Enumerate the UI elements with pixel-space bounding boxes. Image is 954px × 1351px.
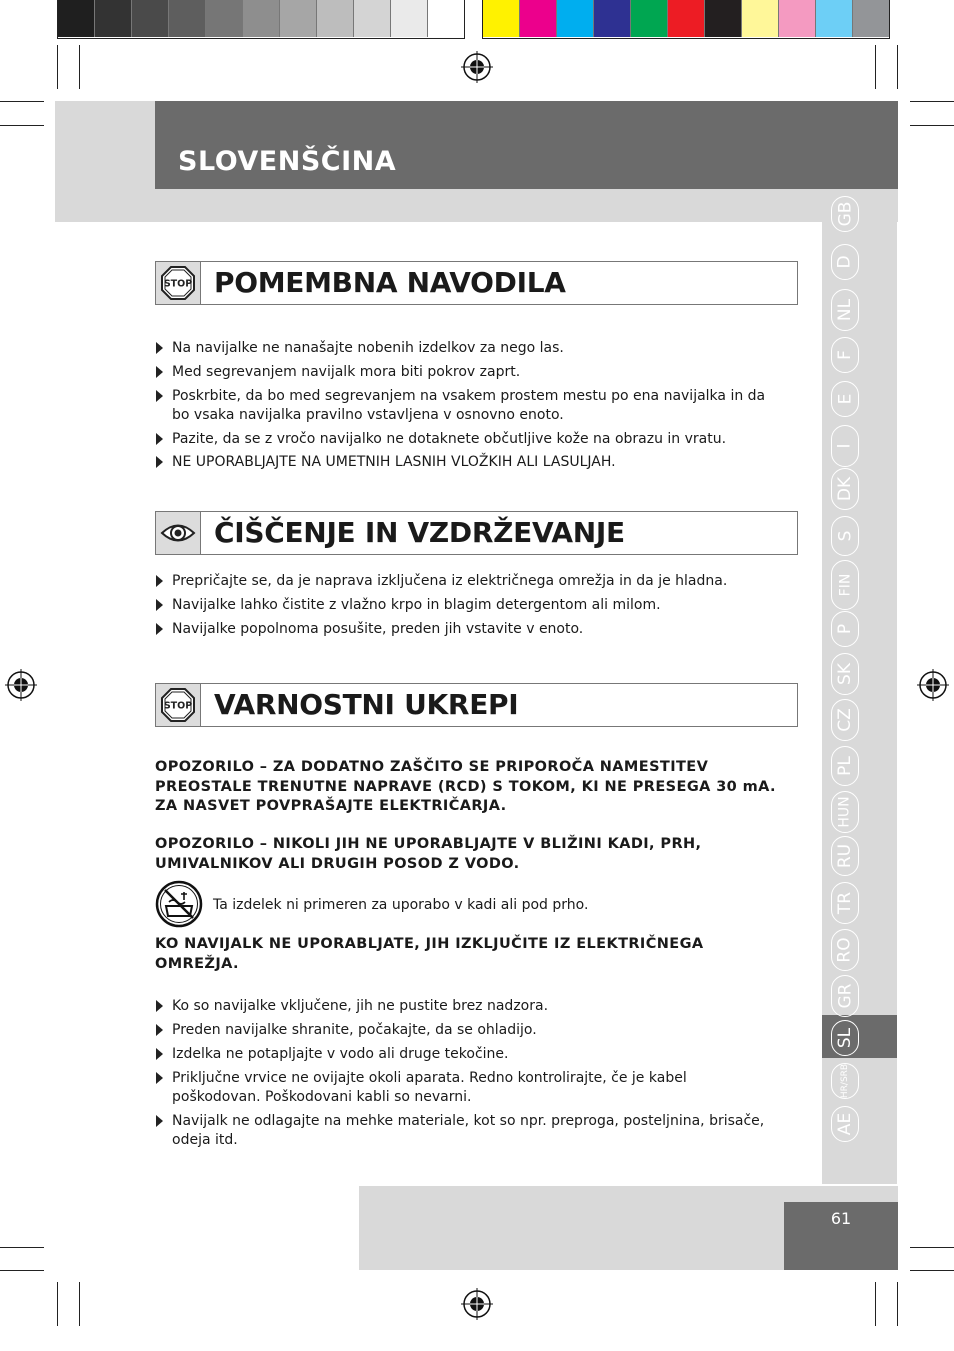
- language-tab-hr-srb[interactable]: [831, 1063, 859, 1099]
- list-item: Na navijalke ne nanašajte nobenih izdelkov za nego las.: [155, 339, 775, 358]
- language-tab-dk[interactable]: [831, 468, 859, 510]
- list-item: Navijalke popolnoma posušite, preden jih vstavite v enoto.: [155, 620, 775, 639]
- language-tab-label: D: [835, 255, 855, 269]
- gray-swatch: [206, 0, 243, 37]
- language-tab-pl[interactable]: [831, 746, 859, 786]
- language-tab-label: DK: [835, 476, 855, 502]
- language-tab-label: AE: [835, 1112, 855, 1136]
- list-item: NE UPORABLJAJTE NA UMETNIH LASNIH VLOŽKIH ALI LASULJAH.: [155, 453, 775, 472]
- list-item: Preden navijalke shranite, počakajte, da se ohladijo.: [155, 1021, 775, 1040]
- section-title: POMEMBNA NAVODILA: [214, 266, 566, 299]
- language-tab-sl[interactable]: [831, 1020, 859, 1056]
- language-tab-ro[interactable]: [831, 929, 859, 971]
- color-swatch: [483, 0, 520, 37]
- list-item: Priključne vrvice ne ovijajte okoli aparata. Redno kontrolirajte, če je kabel poškodovan. Poškodovani kabli so nevarni.: [155, 1069, 775, 1107]
- list-item: Navijalke lahko čistite z vlažno krpo in blagim detergentom ali milom.: [155, 596, 775, 615]
- language-tab-i[interactable]: [831, 425, 859, 467]
- gray-swatch: [243, 0, 280, 37]
- language-tab-label: P: [834, 623, 855, 635]
- registration-mark-icon: [461, 51, 493, 83]
- svg-text:STOP: STOP: [163, 700, 193, 712]
- list-item: Ko so navijalke vključene, jih ne pustite brez nadzora.: [155, 997, 775, 1016]
- language-tab-d[interactable]: [831, 244, 859, 280]
- list-item: Prepričajte se, da je naprava izklјučena iz električnega omrežja in da je hladna.: [155, 572, 775, 591]
- list-item: Med segrevanjem navijalk mora biti pokrov zaprt.: [155, 363, 775, 382]
- language-tab-label: FIN: [837, 573, 853, 597]
- language-tab-gb[interactable]: [831, 196, 859, 232]
- gray-swatch: [428, 0, 464, 37]
- language-tab-label: NL: [834, 298, 855, 322]
- language-tab-label: I: [834, 443, 855, 449]
- language-tab-p[interactable]: [831, 611, 859, 647]
- language-tab-cz[interactable]: [831, 699, 859, 741]
- language-tab-ae[interactable]: [831, 1106, 859, 1142]
- no-bath-icon: [155, 880, 203, 928]
- language-tab-s[interactable]: [831, 516, 859, 556]
- gray-swatch: [280, 0, 317, 37]
- language-tab-nl[interactable]: [831, 289, 859, 331]
- language-tab-label: SL: [834, 1027, 855, 1049]
- list-item: Poskrbite, da bo med segrevanjem na vsakem prostem mestu po ena navijalka in da bo vsaka navijalka pravilno vstavljena v osnovno enoto.: [155, 387, 775, 425]
- color-swatch: [705, 0, 742, 37]
- eye-icon: [156, 512, 201, 554]
- registration-mark-icon: [461, 1288, 493, 1320]
- language-tab-label: E: [835, 393, 855, 405]
- grayscale-calibration-bar: [57, 0, 465, 39]
- list-item: Izdelka ne potapljajte v vodo ali druge tekočine.: [155, 1045, 775, 1064]
- section-header-safety: [155, 683, 798, 727]
- language-tab-label: CZ: [835, 708, 855, 732]
- section-title: ČIŠČENJE IN VZDRŽEVANJE: [214, 516, 625, 549]
- language-tab-label: TR: [834, 891, 855, 915]
- registration-mark-icon: [917, 669, 949, 701]
- language-tab-label: PL: [834, 756, 855, 776]
- color-swatch: [594, 0, 631, 37]
- color-swatch: [557, 0, 594, 37]
- list-item: Navijalk ne odlagajte na mehke materiale, kot so npr. preproga, posteljnina, brisače, odeja itd.: [155, 1112, 775, 1150]
- language-tab-label: HR/SRB: [840, 1063, 851, 1099]
- gray-swatch: [169, 0, 206, 37]
- color-swatch: [742, 0, 779, 37]
- color-swatch: [668, 0, 705, 37]
- page-number: 61: [830, 1209, 852, 1228]
- gray-swatch: [95, 0, 132, 37]
- bath-note: Ta izdelek ni primeren za uporabo v kadi ali pod prho.: [213, 897, 589, 913]
- section-title: VARNOSTNI UKREPI: [214, 688, 519, 721]
- language-tab-label: RU: [834, 843, 855, 869]
- language-tab-label: GB: [835, 201, 855, 227]
- gray-swatch: [317, 0, 354, 37]
- color-swatch: [520, 0, 557, 37]
- color-swatch: [816, 0, 853, 37]
- stop-sign-icon: [156, 684, 201, 726]
- language-tab-gr[interactable]: [831, 975, 859, 1017]
- color-swatch: [853, 0, 889, 37]
- language-tab-sk[interactable]: [831, 653, 859, 695]
- list-item: Pazite, da se z vročo navijalko ne dotaknete občutljive kože na obrazu in vratu.: [155, 430, 775, 449]
- language-tab-label: SK: [834, 663, 855, 685]
- rcd-warning: OPOZORILO – ZA DODATNO ZAŠČITO SE PRIPOROČA NAMESTITEV PREOSTALE TRENUTNE NAPRAVE (RCD) S TOKOM, KI NE PRESEGA 30 mA. ZA NASVET POVPRAŠAJTE ELEKTRIČARJA.: [155, 759, 776, 814]
- svg-text:STOP: STOP: [163, 278, 193, 290]
- language-tab-label: F: [835, 350, 855, 360]
- stop-sign-icon: [156, 262, 201, 304]
- section-header-cleaning: [155, 511, 798, 555]
- registration-mark-icon: [5, 669, 37, 701]
- gray-swatch: [391, 0, 428, 37]
- unplug-warning: KO NAVIJALK NE UPORABLJATE, JIH IZKLJUČITE IZ ELEKTRIČNEGA OMREŽJA.: [155, 936, 704, 972]
- language-tab-label: S: [834, 530, 855, 542]
- page-title: SLOVENŠČINA: [178, 146, 397, 177]
- section-header-important: [155, 261, 798, 305]
- language-tab-fin[interactable]: [831, 560, 859, 610]
- language-tab-f[interactable]: [831, 337, 859, 373]
- language-tab-tr[interactable]: [831, 882, 859, 924]
- color-swatch: [779, 0, 816, 37]
- language-tab-hun[interactable]: [831, 791, 859, 833]
- gray-swatch: [58, 0, 95, 37]
- language-tab-label: GR: [835, 983, 855, 1009]
- language-tab-label: RO: [834, 937, 855, 963]
- color-swatch: [631, 0, 668, 37]
- gray-swatch: [132, 0, 169, 37]
- gray-swatch: [354, 0, 391, 37]
- water-warning: OPOZORILO – NIKOLI JIH NE UPORABLJAJTE V BLIŽINI KADI, PRH, UMIVALNIKOV ALI DRUGIH POSOD Z VODO.: [155, 836, 702, 872]
- language-tab-e[interactable]: [831, 381, 859, 417]
- color-calibration-bar: [482, 0, 890, 39]
- language-tab-label: HUN: [837, 796, 853, 828]
- language-tab-ru[interactable]: [831, 836, 859, 876]
